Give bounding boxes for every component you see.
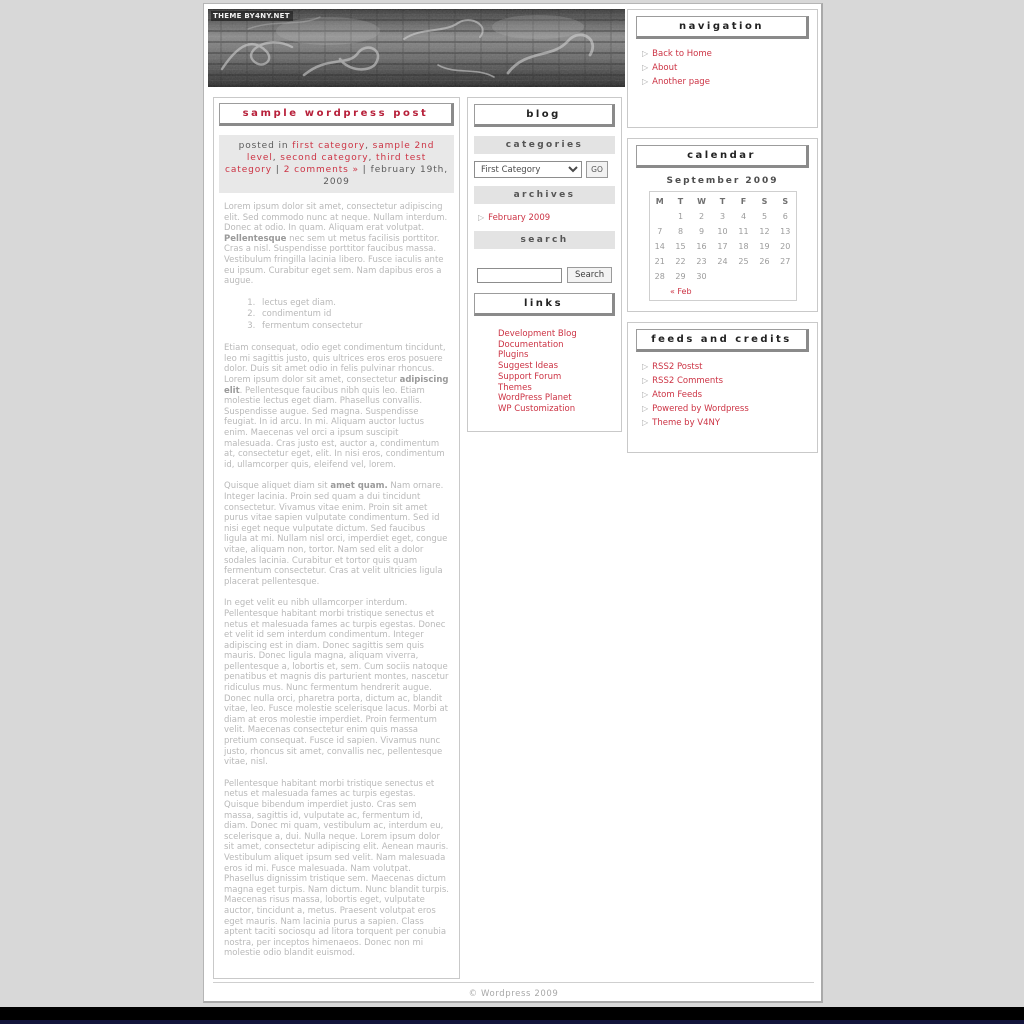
calendar-day: 20 — [780, 242, 791, 251]
category-select[interactable] — [474, 161, 582, 178]
triangle-bullet-icon: ▷ — [642, 404, 649, 413]
archives-list — [474, 211, 615, 225]
post-paragraph-2 — [224, 343, 449, 470]
theme-logo-text: THEME BY4NY.NET — [211, 11, 293, 21]
calendar-day: 29 — [675, 272, 686, 281]
post-meta: posted in first category, sample 2nd level, second category, third test category | 2 comments » | february 19th, 2009 — [219, 135, 454, 193]
calendar-day: 6 — [782, 212, 788, 221]
feeds-box — [627, 322, 818, 453]
triangle-bullet-icon: ▷ — [642, 63, 649, 72]
calendar-day: 11 — [738, 227, 749, 236]
links-heading: links — [474, 293, 615, 316]
calendar-day: 8 — [677, 227, 684, 236]
calendar-box — [627, 138, 818, 312]
feeds-list — [636, 360, 809, 430]
p1-bold: Pellentesque — [224, 233, 287, 244]
archives-heading: archives — [474, 186, 615, 204]
header-banner — [208, 9, 625, 87]
weekday-sat: S — [761, 197, 768, 206]
calendar-week-row — [649, 254, 796, 269]
list-item[interactable] — [642, 47, 809, 61]
search-input[interactable] — [477, 268, 562, 283]
calendar-day — [775, 269, 796, 284]
list-item[interactable] — [498, 361, 615, 372]
page-container — [203, 3, 823, 1003]
post-paragraph-5: Pellentesque habitant morbi tristique senectus et netus et malesuada fames ac turpis egestas. Quisque bibendum imperdiet justo. Cras sem massa, sagittis id, vulputate ac, fermentum id, diam. Donec mi quam, vestibulum ac, interdum eu, scelerisque a, dui. Nulla neque. Lorem ipsum dolor sit amet, consectetur adipiscing elit. Aenean mauris. Vestibulum aliquet ipsum sed velit. Nam malesuada eros id mi. Fusce malesuada. Nam volutpat. Phasellus dignissim tristique sem. Maecenas dictum magna eget turpis. Nam dictum. Nunc blandit turpis. Maecenas risus massa, lobortis eget, vulputate auctor, tincidunt a, metus. Praesent volutpat eros eget mauris. Nam lacinia purus a sapien. Class aptent taciti sociosqu ad litora torquent per conubia nostra, per inceptos himenaeos. Donec non mi molestie odio blandit euismod. — [224, 778, 450, 959]
list-item[interactable] — [642, 388, 809, 402]
category-link-2[interactable]: sample 2nd level — [246, 141, 435, 163]
calendar-day: 10 — [717, 227, 728, 236]
p1-lead: Lorem ipsum dolor sit amet, consectetur adipiscing elit. Sed commodo nunc at neque. Nullam interdum. Donec at odio. In quam. Aliquam erat volutpat. — [224, 202, 448, 234]
calendar-day: 24 — [717, 257, 728, 266]
calendar-table — [649, 191, 797, 301]
calendar-day: 19 — [759, 242, 770, 251]
weekday-fri: F — [740, 197, 747, 206]
calendar-day: 1 — [677, 212, 684, 221]
navigation-box — [627, 9, 818, 128]
link-plugins[interactable]: Plugins — [498, 350, 529, 361]
right-sidebar — [627, 9, 818, 463]
post-paragraph-3 — [224, 481, 449, 587]
calendar-day: 27 — [780, 257, 791, 266]
link-suggest-ideas[interactable]: Suggest Ideas — [498, 361, 559, 372]
category-go-button[interactable]: GO — [586, 161, 608, 178]
p3-bold: amet quam. — [330, 481, 388, 492]
weekday-tue: T — [677, 197, 684, 206]
search-heading: search — [474, 231, 615, 249]
navigation-list — [636, 47, 809, 89]
meta-separator-1: | — [275, 165, 280, 175]
calendar-weekday-row — [649, 192, 796, 210]
weekday-wed: W — [697, 197, 706, 206]
list-item: 2. condimentum id — [258, 309, 449, 321]
categories-heading: categories — [474, 136, 615, 154]
calendar-day: 9 — [698, 227, 705, 236]
calendar-day: 28 — [654, 272, 665, 281]
post-body — [219, 202, 454, 959]
calendar-day: 14 — [654, 242, 665, 251]
categories-row — [474, 161, 615, 178]
post-ordered-list — [224, 298, 449, 333]
nav-link-another-page[interactable]: Another page — [652, 77, 710, 87]
list-item[interactable] — [478, 211, 615, 225]
calendar-nav-row — [649, 284, 796, 301]
calendar-day: 30 — [696, 272, 707, 281]
calendar-day: 25 — [738, 257, 749, 266]
calendar-prev-link[interactable]: « Feb — [669, 287, 692, 296]
meta-separator-2: | — [362, 165, 367, 175]
category-link-3[interactable]: second category — [280, 153, 369, 163]
nav-link-about[interactable]: About — [652, 63, 678, 73]
triangle-bullet-icon: ▷ — [642, 390, 649, 399]
calendar-day: 22 — [675, 257, 686, 266]
link-support-forum[interactable]: Support Forum — [498, 371, 562, 382]
triangle-bullet-icon: ▷ — [642, 362, 649, 371]
calendar-day — [712, 269, 733, 284]
calendar-month-title: September 2009 — [666, 176, 779, 186]
post-paragraph-4: In eget velit eu nibh ullamcorper interdum. Pellentesque habitant morbi tristique senectus et netus et malesuada fames ac turpis egestas. Donec et velit id sem interdum condimentum. Integer adipiscing est in diam. Donec sagittis sem quis mauris. Donec ligula magna, aliquam viverra, pellentesque a, lobortis et, sem. Cum sociis natoque penatibus et magnis dis parturient montes, nascetur ridiculus mus. Nunc fermentum hendrerit augue. Donec nulla orci, pharetra porta, dictum ac, blandit vitae, leo. Fusce molestie scelerisque lacus. Morbi at diam at eros molestie imperdiet. Proin fermentum velit. Maecenas consectetur enim quis massa pretium consequat. Fusce id sapien. Vivamus nunc justo, rhoncus sit amet, convallis nec, pellentesque vitae, nisl. — [224, 598, 449, 768]
link-wp-customization[interactable]: WP Customization — [498, 403, 576, 414]
triangle-bullet-icon: ▷ — [642, 418, 649, 427]
p3-rest: Nam ornare. Integer lacinia. Proin sed quam a dui tincidunt consectetur. Vivamus vitae enim. Proin sit amet purus vitae sapien vulputate condimentum. Sed id nisi eget neque vulputate dictum. Sed faucibus ligula at mi. Nullam nisl orci, imperdiet eget, congue vitae, aliquam non, tortor. Nam sed elit a dolor sodales lacinia. Curabitur et tortor quis quam fermentum consectetur. Cras at velit ultricies ligula placerat pellentesque. — [224, 481, 448, 587]
calendar-day: 18 — [738, 242, 749, 251]
post-paragraph-1 — [224, 202, 449, 287]
calendar-day: 13 — [780, 227, 791, 236]
post-title: sample wordpress post — [219, 103, 454, 126]
feed-link-atom[interactable]: Atom Feeds — [652, 390, 703, 400]
p3-lead: Quisque aliquet diam sit — [224, 481, 331, 492]
weekday-mon: M — [655, 197, 664, 206]
list-item[interactable] — [642, 360, 809, 374]
calendar-day: 23 — [696, 257, 707, 266]
triangle-bullet-icon: ▷ — [642, 376, 649, 385]
list-item[interactable] — [498, 350, 615, 361]
post-column — [213, 97, 460, 979]
calendar-day: 5 — [761, 212, 768, 221]
search-button[interactable]: Search — [567, 267, 612, 283]
link-wordpress-planet[interactable]: WordPress Planet — [498, 393, 572, 404]
navigation-heading: navigation — [636, 16, 809, 39]
desktop-taskbar-accent — [0, 1020, 1024, 1024]
list-item[interactable] — [498, 329, 615, 340]
calendar-week-row — [649, 209, 796, 224]
list-item: 3. fermentum consectetur — [258, 321, 449, 333]
list-item[interactable] — [498, 340, 615, 351]
list-item: 1. lectus eget diam. — [258, 298, 449, 310]
page-footer: © Wordpress 2009 — [213, 982, 814, 999]
list-item[interactable] — [498, 393, 615, 404]
feed-link-rss2-posts[interactable]: RSS2 Postst — [652, 362, 703, 372]
nav-link-back-to-home[interactable]: Back to Home — [652, 49, 712, 59]
p2-bold: adipiscing elit — [224, 375, 449, 396]
category-link-1[interactable]: first category — [292, 141, 366, 151]
list-item[interactable] — [642, 374, 809, 388]
calendar-day: 2 — [698, 212, 705, 221]
list-item[interactable] — [642, 416, 809, 430]
link-documentation[interactable]: Documentation — [498, 339, 564, 350]
blog-heading: blog — [474, 104, 615, 127]
calendar-day: 4 — [740, 212, 747, 221]
p2-lead: Etiam consequat, odio eget condimentum tincidunt, leo mi sagittis justo, quis ultrices eros eros posuere dolor. Duis sit amet odio in felis pulvinar rhoncus. Lorem ipsum dolor sit amet, consectetur — [224, 343, 446, 386]
list-item[interactable] — [642, 402, 809, 416]
calendar-prev-month[interactable] — [649, 284, 712, 301]
links-list — [474, 325, 615, 421]
calendar-day — [649, 209, 670, 224]
calendar-week-row — [649, 239, 796, 254]
weekday-thu: T — [719, 197, 726, 206]
post-date: february 19th, 2009 — [323, 165, 448, 187]
list-item[interactable] — [642, 61, 809, 75]
feed-link-rss2-comments[interactable]: RSS2 Comments — [652, 376, 724, 386]
link-themes[interactable]: Themes — [498, 382, 532, 393]
calendar-week-row — [649, 224, 796, 239]
calendar-week-row — [649, 269, 796, 284]
category-link-4[interactable]: third test category — [225, 153, 427, 175]
feeds-heading: feeds and credits — [636, 329, 809, 352]
link-development-blog[interactable]: Development Blog — [498, 329, 577, 339]
calendar-day — [754, 269, 775, 284]
list-item[interactable] — [498, 372, 615, 383]
calendar-next-month — [712, 284, 796, 301]
credit-link-powered-by-wordpress[interactable]: Powered by Wordpress — [652, 404, 749, 414]
list-item[interactable] — [498, 383, 615, 394]
p2-rest: . Pellentesque faucibus nibh quis leo. Etiam molestie lectus eget diam. Phasellus convallis. Suspendisse augue. Sed magna. Suspendisse feugiat. In id arcu. In mi. Aliquam auctor luctus enim. Maecenas vel orci a ipsum suscipit malesuada. Cras justo est, auctor a, condimentum at, consectetur eget, elit. In nisi eros, condimentum id, ullamcorper quis, eleifend vel, lorem. — [224, 385, 445, 470]
calendar-day: 12 — [759, 227, 770, 236]
search-form — [474, 256, 615, 293]
comments-link[interactable]: 2 comments » — [283, 165, 359, 175]
p1-rest: nec sem ut metus facilisis porttitor. Cras a nisl. Suspendisse porttitor faucibus massa. Vestibulum fringilla lacinia libero. Fusce iaculis ante eu ipsum. Curabitur eget sem. Nam dapibus eros a augue. — [224, 233, 444, 287]
triangle-bullet-icon: ▷ — [642, 49, 649, 58]
posted-in-label: posted in — [238, 141, 289, 151]
calendar-day: 26 — [759, 257, 770, 266]
list-item[interactable] — [498, 404, 615, 415]
archive-link[interactable]: February 2009 — [488, 213, 551, 223]
triangle-bullet-icon: ▷ — [642, 77, 649, 86]
list-item[interactable] — [642, 75, 809, 89]
triangle-bullet-icon: ▷ — [478, 213, 485, 222]
calendar-day: 16 — [696, 242, 707, 251]
calendar-day: 17 — [717, 242, 728, 251]
calendar-day: 15 — [675, 242, 686, 251]
calendar-day: 3 — [719, 212, 726, 221]
calendar-heading: calendar — [636, 145, 809, 168]
calendar-day — [733, 269, 754, 284]
weekday-sun: S — [782, 197, 789, 206]
calendar-day: 21 — [654, 257, 665, 266]
blog-sidebar — [467, 97, 622, 432]
calendar-day: 7 — [657, 227, 663, 236]
credit-link-theme-by-v4ny[interactable]: Theme by V4NY — [652, 418, 721, 428]
